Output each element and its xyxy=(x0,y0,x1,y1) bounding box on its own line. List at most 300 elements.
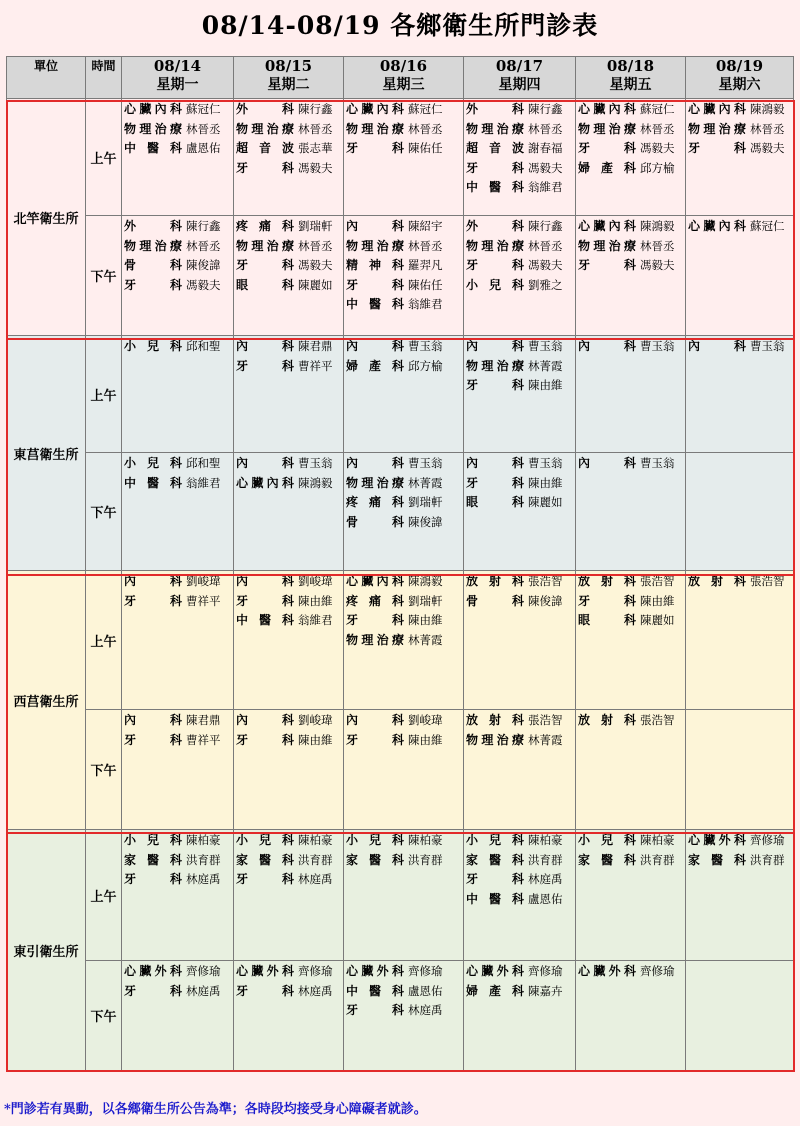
department: 牙 科 xyxy=(236,872,294,886)
department: 放 射 科 xyxy=(578,574,636,588)
clinic-entry xyxy=(688,831,791,851)
department: 牙 科 xyxy=(578,258,636,272)
clinic-entry xyxy=(688,851,791,871)
schedule-cell xyxy=(464,961,576,1071)
clinic-entry xyxy=(346,711,461,731)
clinic-entry xyxy=(578,217,683,237)
department: 牙 科 xyxy=(466,258,524,272)
clinic-entry xyxy=(124,217,231,237)
clinic-entry xyxy=(124,100,231,120)
doctor-name: 陳柏豪 xyxy=(408,833,443,847)
doctor-name: 翁維君 xyxy=(408,297,443,311)
department: 內 科 xyxy=(346,339,404,353)
department: 物理治療 xyxy=(236,238,294,253)
clinic-entry xyxy=(346,513,461,533)
clinic-entry xyxy=(466,237,573,257)
clinic-entry xyxy=(578,120,683,140)
department: 物理治療 xyxy=(346,632,404,647)
clinic-entry xyxy=(466,357,573,377)
schedule-cell xyxy=(344,336,464,453)
department: 內 科 xyxy=(236,574,294,588)
department: 物理治療 xyxy=(578,121,636,136)
doctor-name: 陳行鑫 xyxy=(528,102,563,116)
period-label: 下午 xyxy=(86,961,122,1071)
doctor-name: 林晉丞 xyxy=(408,238,443,253)
unit-header: 單位 xyxy=(7,57,86,99)
unit-dongyin: 東引衛生所 xyxy=(7,830,86,1071)
doctor-name: 陳俊諱 xyxy=(186,258,221,272)
doctor-name: 陳紹宇 xyxy=(408,219,443,233)
clinic-entry xyxy=(236,851,341,871)
doctor-name: 盧恩佑 xyxy=(186,141,221,155)
schedule-cell xyxy=(122,99,234,216)
department: 牙 科 xyxy=(466,872,524,886)
doctor-name: 林晉丞 xyxy=(186,238,221,253)
doctor-name: 馮毅夫 xyxy=(298,258,333,272)
clinic-entry xyxy=(466,831,573,851)
clinic-entry xyxy=(346,100,461,120)
doctor-name: 陳由維 xyxy=(408,732,443,747)
department: 心臟外科 xyxy=(466,964,524,978)
doctor-name: 劉峻瑋 xyxy=(186,574,221,588)
doctor-name: 陳鴻毅 xyxy=(298,475,333,490)
clinic-entry xyxy=(124,139,231,159)
period-label: 上午 xyxy=(86,99,122,216)
department: 牙 科 xyxy=(466,160,524,175)
department: 內 科 xyxy=(124,574,182,588)
department: 牙 科 xyxy=(236,358,294,373)
doctor-name: 陳君鼎 xyxy=(298,339,333,353)
doctor-name: 翁維君 xyxy=(298,613,333,627)
department: 骨 科 xyxy=(124,258,182,272)
schedule-cell xyxy=(234,830,344,961)
department: 內 科 xyxy=(236,339,294,353)
department: 家 醫 科 xyxy=(466,852,524,867)
doctor-name: 林菁霞 xyxy=(408,475,443,490)
period-label: 上午 xyxy=(86,830,122,961)
schedule-cell xyxy=(122,710,234,830)
doctor-name: 張浩智 xyxy=(528,713,563,727)
unit-beigan: 北竿衛生所 xyxy=(7,99,86,336)
clinic-entry xyxy=(466,376,573,396)
doctor-name: 馮毅夫 xyxy=(750,141,785,155)
day-date: 08/15 xyxy=(264,57,313,75)
clinic-entry xyxy=(578,851,683,871)
clinic-entry xyxy=(466,572,573,592)
schedule-cell xyxy=(344,453,464,571)
schedule-cell xyxy=(464,830,576,961)
clinic-entry xyxy=(346,217,461,237)
department: 牙 科 xyxy=(466,378,524,392)
department: 眼 科 xyxy=(236,277,294,292)
clinic-entry xyxy=(466,120,573,140)
doctor-name: 張浩智 xyxy=(750,574,785,588)
clinic-entry xyxy=(236,592,341,612)
doctor-name: 邱和聖 xyxy=(186,456,221,470)
department: 牙 科 xyxy=(346,613,404,627)
clinic-entry xyxy=(124,592,231,612)
department: 牙 科 xyxy=(578,141,636,155)
department: 外 科 xyxy=(124,219,182,233)
clinic-entry xyxy=(236,982,341,1002)
doctor-name: 陳由維 xyxy=(298,593,333,608)
doctor-name: 曹玉翁 xyxy=(750,339,785,353)
department: 心臟內科 xyxy=(124,102,182,116)
doctor-name: 陳鴻毅 xyxy=(408,574,443,588)
department: 牙 科 xyxy=(236,160,294,175)
clinic-entry xyxy=(688,337,791,357)
doctor-name: 劉瑞軒 xyxy=(408,495,443,509)
department: 心臟外科 xyxy=(124,964,182,978)
doctor-name: 陳麗如 xyxy=(298,277,333,292)
clinic-entry xyxy=(236,337,341,357)
department: 牙 科 xyxy=(346,1003,404,1017)
clinic-entry xyxy=(688,120,791,140)
clinic-entry xyxy=(236,357,341,377)
doctor-name: 翁維君 xyxy=(186,475,221,490)
time-header: 時間 xyxy=(86,57,122,99)
department: 內 科 xyxy=(236,456,294,470)
department: 內 科 xyxy=(346,219,404,233)
doctor-name: 林庭禹 xyxy=(186,872,221,886)
schedule-cell xyxy=(576,453,686,571)
doctor-name: 齊修瑜 xyxy=(186,964,221,978)
clinic-entry xyxy=(466,711,573,731)
period-label: 下午 xyxy=(86,710,122,830)
day-date: 08/18 xyxy=(606,57,655,75)
department: 中 醫 科 xyxy=(466,891,524,906)
clinic-entry xyxy=(124,851,231,871)
doctor-name: 盧恩佑 xyxy=(408,983,443,998)
schedule-cell xyxy=(234,336,344,453)
doctor-name: 林晉丞 xyxy=(298,238,333,253)
doctor-name: 曹玉翁 xyxy=(298,456,333,470)
doctor-name: 陳由維 xyxy=(640,593,675,608)
schedule-cell xyxy=(686,336,794,453)
clinic-entry xyxy=(466,592,573,612)
clinic-entry xyxy=(578,831,683,851)
department: 心臟內科 xyxy=(346,102,404,116)
clinic-entry xyxy=(466,217,573,237)
department: 家 醫 科 xyxy=(236,852,294,867)
schedule-cell xyxy=(686,216,794,336)
clinic-entry xyxy=(124,831,231,851)
clinic-entry xyxy=(124,711,231,731)
clinic-entry xyxy=(236,276,341,296)
schedule-cell xyxy=(464,216,576,336)
table-row xyxy=(7,453,794,571)
doctor-name: 洪育群 xyxy=(750,852,785,867)
department: 放 射 科 xyxy=(466,574,524,588)
schedule-cell xyxy=(234,216,344,336)
clinic-entry xyxy=(124,474,231,494)
clinic-entry xyxy=(578,237,683,257)
doctor-name: 張浩智 xyxy=(640,574,675,588)
doctor-name: 林菁霞 xyxy=(528,358,563,373)
clinic-entry xyxy=(124,572,231,592)
clinic-entry xyxy=(466,337,573,357)
doctor-name: 曹祥平 xyxy=(186,593,221,608)
doctor-name: 齊修瑜 xyxy=(528,964,563,978)
schedule-cell xyxy=(464,99,576,216)
department: 物理治療 xyxy=(466,121,524,136)
clinic-entry xyxy=(466,276,573,296)
schedule-cell xyxy=(122,830,234,961)
doctor-name: 張志華 xyxy=(298,141,333,155)
doctor-name: 劉峻瑋 xyxy=(298,574,333,588)
doctor-name: 陳由維 xyxy=(298,732,333,747)
department: 心臟外科 xyxy=(346,964,404,978)
doctor-name: 陳行鑫 xyxy=(186,219,221,233)
clinic-entry xyxy=(578,572,683,592)
schedule-cell xyxy=(576,336,686,453)
schedule-cell xyxy=(686,571,794,710)
schedule-cell xyxy=(344,216,464,336)
doctor-name: 林庭禹 xyxy=(408,1003,443,1017)
department: 心臟內科 xyxy=(688,102,746,116)
doctor-name: 盧恩佑 xyxy=(528,891,563,906)
department: 中 醫 科 xyxy=(346,297,404,311)
clinic-entry xyxy=(578,100,683,120)
doctor-name: 曹玉翁 xyxy=(528,339,563,353)
schedule-cell xyxy=(234,710,344,830)
doctor-name: 翁維君 xyxy=(528,180,563,194)
doctor-name: 陳麗如 xyxy=(528,495,563,509)
day-header xyxy=(464,57,576,99)
department: 放 射 科 xyxy=(578,713,636,727)
clinic-entry xyxy=(346,831,461,851)
doctor-name: 馮毅夫 xyxy=(298,160,333,175)
schedule-cell xyxy=(344,99,464,216)
department: 婦 產 科 xyxy=(578,160,636,175)
day-weekday: 星期二 xyxy=(267,77,310,93)
department: 中 醫 科 xyxy=(124,475,182,490)
department: 內 科 xyxy=(124,713,182,727)
header-row xyxy=(7,57,794,99)
clinic-entry xyxy=(236,711,341,731)
department: 牙 科 xyxy=(236,258,294,272)
day-weekday: 星期一 xyxy=(156,77,199,93)
department: 牙 科 xyxy=(346,141,404,155)
clinic-entry xyxy=(466,159,573,179)
department: 小 兒 科 xyxy=(578,833,636,847)
department: 小 兒 科 xyxy=(236,833,294,847)
doctor-name: 陳嘉卉 xyxy=(528,983,563,998)
clinic-entry xyxy=(688,572,791,592)
doctor-name: 劉瑞軒 xyxy=(298,219,333,233)
doctor-name: 洪育群 xyxy=(640,852,675,867)
clinic-entry xyxy=(346,1001,461,1021)
doctor-name: 陳由維 xyxy=(528,475,563,490)
department: 牙 科 xyxy=(688,141,746,155)
schedule-cell xyxy=(234,99,344,216)
clinic-entry xyxy=(466,731,573,751)
day-header xyxy=(122,57,234,99)
department: 小 兒 科 xyxy=(124,833,182,847)
table-row xyxy=(7,961,794,1071)
department: 內 科 xyxy=(578,339,636,353)
doctor-name: 洪育群 xyxy=(298,852,333,867)
department: 物理治療 xyxy=(346,121,404,136)
doctor-name: 劉雅之 xyxy=(528,277,563,292)
department: 心臟內科 xyxy=(346,574,404,588)
clinic-entry xyxy=(346,237,461,257)
department: 骨 科 xyxy=(466,593,524,608)
clinic-entry xyxy=(578,962,683,982)
schedule-cell xyxy=(122,336,234,453)
department: 內 科 xyxy=(688,339,746,353)
doctor-name: 張浩智 xyxy=(528,574,563,588)
clinic-entry xyxy=(236,159,341,179)
clinic-entry xyxy=(466,178,573,198)
department: 牙 科 xyxy=(466,475,524,490)
clinic-entry xyxy=(236,731,341,751)
department: 內 科 xyxy=(346,456,404,470)
doctor-name: 陳柏豪 xyxy=(528,833,563,847)
doctor-name: 馮毅夫 xyxy=(528,258,563,272)
clinic-entry xyxy=(124,454,231,474)
schedule-cell xyxy=(122,571,234,710)
doctor-name: 林晉丞 xyxy=(186,121,221,136)
period-label: 下午 xyxy=(86,216,122,336)
day-date: 08/17 xyxy=(495,57,544,75)
clinic-entry xyxy=(124,982,231,1002)
doctor-name: 洪育群 xyxy=(186,852,221,867)
doctor-name: 陳柏豪 xyxy=(298,833,333,847)
department: 牙 科 xyxy=(236,983,294,998)
doctor-name: 陳君鼎 xyxy=(186,713,221,727)
day-date: 08/19 xyxy=(715,57,764,75)
schedule-cell xyxy=(576,830,686,961)
clinic-entry xyxy=(466,454,573,474)
schedule-cell xyxy=(686,710,794,830)
department: 小 兒 科 xyxy=(346,833,404,847)
doctor-name: 陳俊諱 xyxy=(408,514,443,529)
department: 疼 痛 科 xyxy=(346,495,404,509)
department: 放 射 科 xyxy=(466,713,524,727)
doctor-name: 曹玉翁 xyxy=(408,339,443,353)
day-header xyxy=(234,57,344,99)
clinic-entry xyxy=(578,159,683,179)
clinic-entry xyxy=(688,100,791,120)
table-row xyxy=(7,99,794,216)
clinic-entry xyxy=(346,139,461,159)
schedule-cell xyxy=(234,453,344,571)
clinic-entry xyxy=(578,139,683,159)
department: 家 醫 科 xyxy=(578,852,636,867)
clinic-entry xyxy=(346,493,461,513)
clinic-entry xyxy=(466,982,573,1002)
schedule-cell xyxy=(344,571,464,710)
department: 物理治療 xyxy=(346,238,404,253)
clinic-entry xyxy=(578,454,683,474)
clinic-entry xyxy=(466,962,573,982)
clinic-entry xyxy=(346,592,461,612)
department: 心臟內科 xyxy=(688,219,746,233)
department: 中 醫 科 xyxy=(466,180,524,194)
doctor-name: 蘇冠仁 xyxy=(640,102,675,116)
table-row xyxy=(7,571,794,710)
clinic-entry xyxy=(346,256,461,276)
clinic-entry xyxy=(346,731,461,751)
doctor-name: 齊修瑜 xyxy=(408,964,443,978)
clinic-entry xyxy=(236,120,341,140)
clinic-entry xyxy=(124,870,231,890)
schedule-cell xyxy=(686,830,794,961)
schedule-cell xyxy=(576,710,686,830)
department: 牙 科 xyxy=(578,593,636,608)
clinic-entry xyxy=(346,982,461,1002)
day-date: 08/14 xyxy=(153,57,202,75)
clinic-entry xyxy=(466,474,573,494)
schedule-cell xyxy=(122,961,234,1071)
department: 物理治療 xyxy=(688,121,746,136)
schedule-cell xyxy=(686,99,794,216)
clinic-entry xyxy=(124,962,231,982)
doctor-name: 陳柏豪 xyxy=(186,833,221,847)
clinic-entry xyxy=(236,454,341,474)
schedule-cell xyxy=(576,216,686,336)
day-weekday: 星期五 xyxy=(609,77,652,93)
clinic-entry xyxy=(346,295,461,315)
department: 內 科 xyxy=(346,713,404,727)
department: 牙 科 xyxy=(236,593,294,608)
schedule-cell xyxy=(234,961,344,1071)
department: 內 科 xyxy=(578,456,636,470)
doctor-name: 陳柏豪 xyxy=(640,833,675,847)
schedule-cell xyxy=(122,453,234,571)
doctor-name: 齊修瑜 xyxy=(750,833,785,847)
doctor-name: 林晉丞 xyxy=(528,121,563,136)
doctor-name: 曹祥平 xyxy=(186,732,221,747)
doctor-name: 林晉丞 xyxy=(640,238,675,253)
department: 家 醫 科 xyxy=(688,852,746,867)
schedule-cell xyxy=(576,99,686,216)
schedule-cell xyxy=(464,571,576,710)
department: 心臟內科 xyxy=(236,475,294,490)
unit-xiju: 西莒衛生所 xyxy=(7,571,86,830)
department: 家 醫 科 xyxy=(346,852,404,867)
department: 牙 科 xyxy=(346,732,404,747)
clinic-entry xyxy=(466,256,573,276)
clinic-entry xyxy=(124,256,231,276)
clinic-entry xyxy=(346,631,461,651)
department: 骨 科 xyxy=(346,514,404,529)
doctor-name: 曹玉翁 xyxy=(528,456,563,470)
department: 牙 科 xyxy=(124,732,182,747)
clinic-entry xyxy=(236,139,341,159)
doctor-name: 張浩智 xyxy=(640,713,675,727)
department: 物理治療 xyxy=(466,732,524,747)
schedule-cell xyxy=(464,710,576,830)
doctor-name: 陳麗如 xyxy=(640,613,675,627)
doctor-name: 馮毅夫 xyxy=(640,258,675,272)
clinic-entry xyxy=(466,100,573,120)
doctor-name: 邱方榆 xyxy=(640,160,675,175)
department: 心臟外科 xyxy=(236,964,294,978)
department: 眼 科 xyxy=(578,613,636,627)
department: 牙 科 xyxy=(124,277,182,292)
schedule-cell xyxy=(576,571,686,710)
department: 婦 產 科 xyxy=(466,983,524,998)
clinic-entry xyxy=(124,120,231,140)
doctor-name: 劉瑞軒 xyxy=(408,593,443,608)
doctor-name: 林菁霞 xyxy=(528,732,563,747)
schedule-cell xyxy=(234,571,344,710)
clinic-entry xyxy=(124,276,231,296)
department: 心臟內科 xyxy=(578,219,636,233)
doctor-name: 齊修瑜 xyxy=(640,964,675,978)
